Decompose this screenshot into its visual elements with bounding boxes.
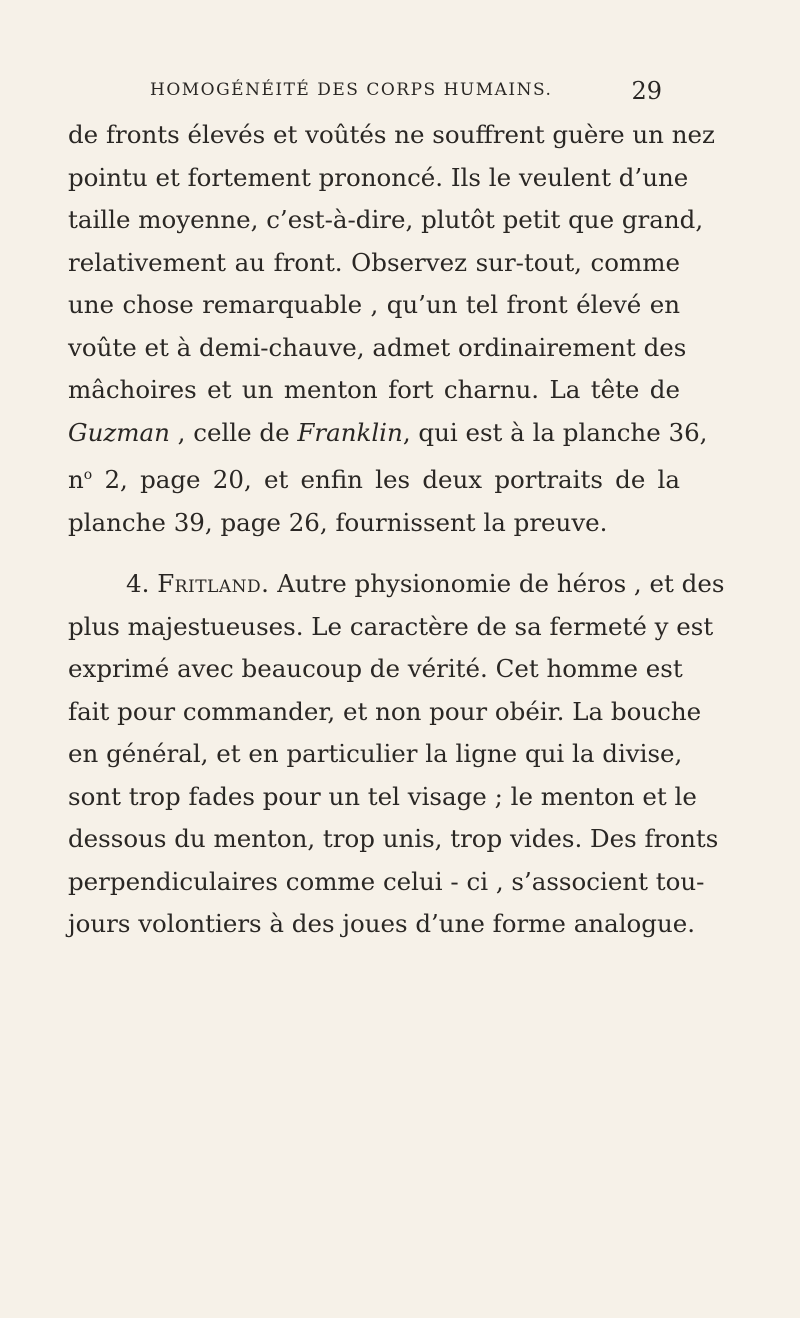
name-guzman: Guzman — [68, 417, 170, 447]
text-line: relativement au front. Observez sur-tout, comme — [68, 247, 680, 277]
entry-name: Fritland. — [157, 569, 270, 598]
text-fragment: 2, page 20, et enfin les deux portraits de la — [92, 465, 680, 495]
text-line: exprimé avec beaucoup de vérité. Cet homme est — [68, 654, 683, 683]
text-line: fait pour commander, et non pour obéir. La bouche — [68, 696, 702, 726]
text-line: voûte et à demi-chauve, admet ordinairement des — [68, 332, 687, 362]
text-fragment: Autre physionomie de héros , et des — [277, 569, 725, 598]
entry-number: 4. — [126, 569, 150, 598]
text-fragment: , celle de — [169, 417, 298, 447]
text-line: sont trop fades pour un tel visage ; le menton et le — [68, 781, 697, 811]
text-line — [68, 454, 680, 502]
text-line: planche 39, page 26, fournissent la preuve. — [68, 507, 608, 537]
text-line: en général, et en particulier la ligne qui la divise, — [68, 739, 683, 768]
page-number: 29 — [631, 77, 662, 105]
text-line — [68, 412, 708, 455]
text-line: mâchoires et un menton fort charnu. La tête de — [68, 375, 680, 404]
text-line: jours volontiers à des joues d’une forme analogue. — [68, 909, 696, 938]
text-line: plus majestueuses. Le caractère de sa fermeté y est — [68, 611, 714, 641]
text-fragment: , qui est à la planche 36, — [402, 417, 708, 447]
running-title: HOMOGÉNÉITÉ DES CORPS HUMAINS. — [150, 80, 553, 100]
paragraph-1 — [68, 114, 715, 544]
text-line: taille moyenne, c’est-à-dire, plutôt petit que grand, — [68, 205, 704, 234]
text-line: pointu et fortement prononcé. Ils le veulent d’une — [68, 162, 689, 192]
text-line: de fronts élevés et voûtés ne souffrent guère un nez — [68, 120, 715, 149]
page-header — [150, 77, 662, 110]
text-line: dessous du menton, trop unis, trop vides. Des fronts — [68, 824, 719, 853]
text-line — [68, 563, 725, 606]
numero-sup: o — [83, 467, 93, 483]
paragraph-2 — [68, 563, 725, 946]
text-line: perpendiculaires comme celui - ci , s’associent tou- — [68, 866, 705, 896]
text-line: une chose remarquable , qu’un tel front élevé en — [68, 290, 680, 319]
numero-abbrev: n — [68, 465, 84, 495]
name-franklin: Franklin — [297, 417, 403, 447]
